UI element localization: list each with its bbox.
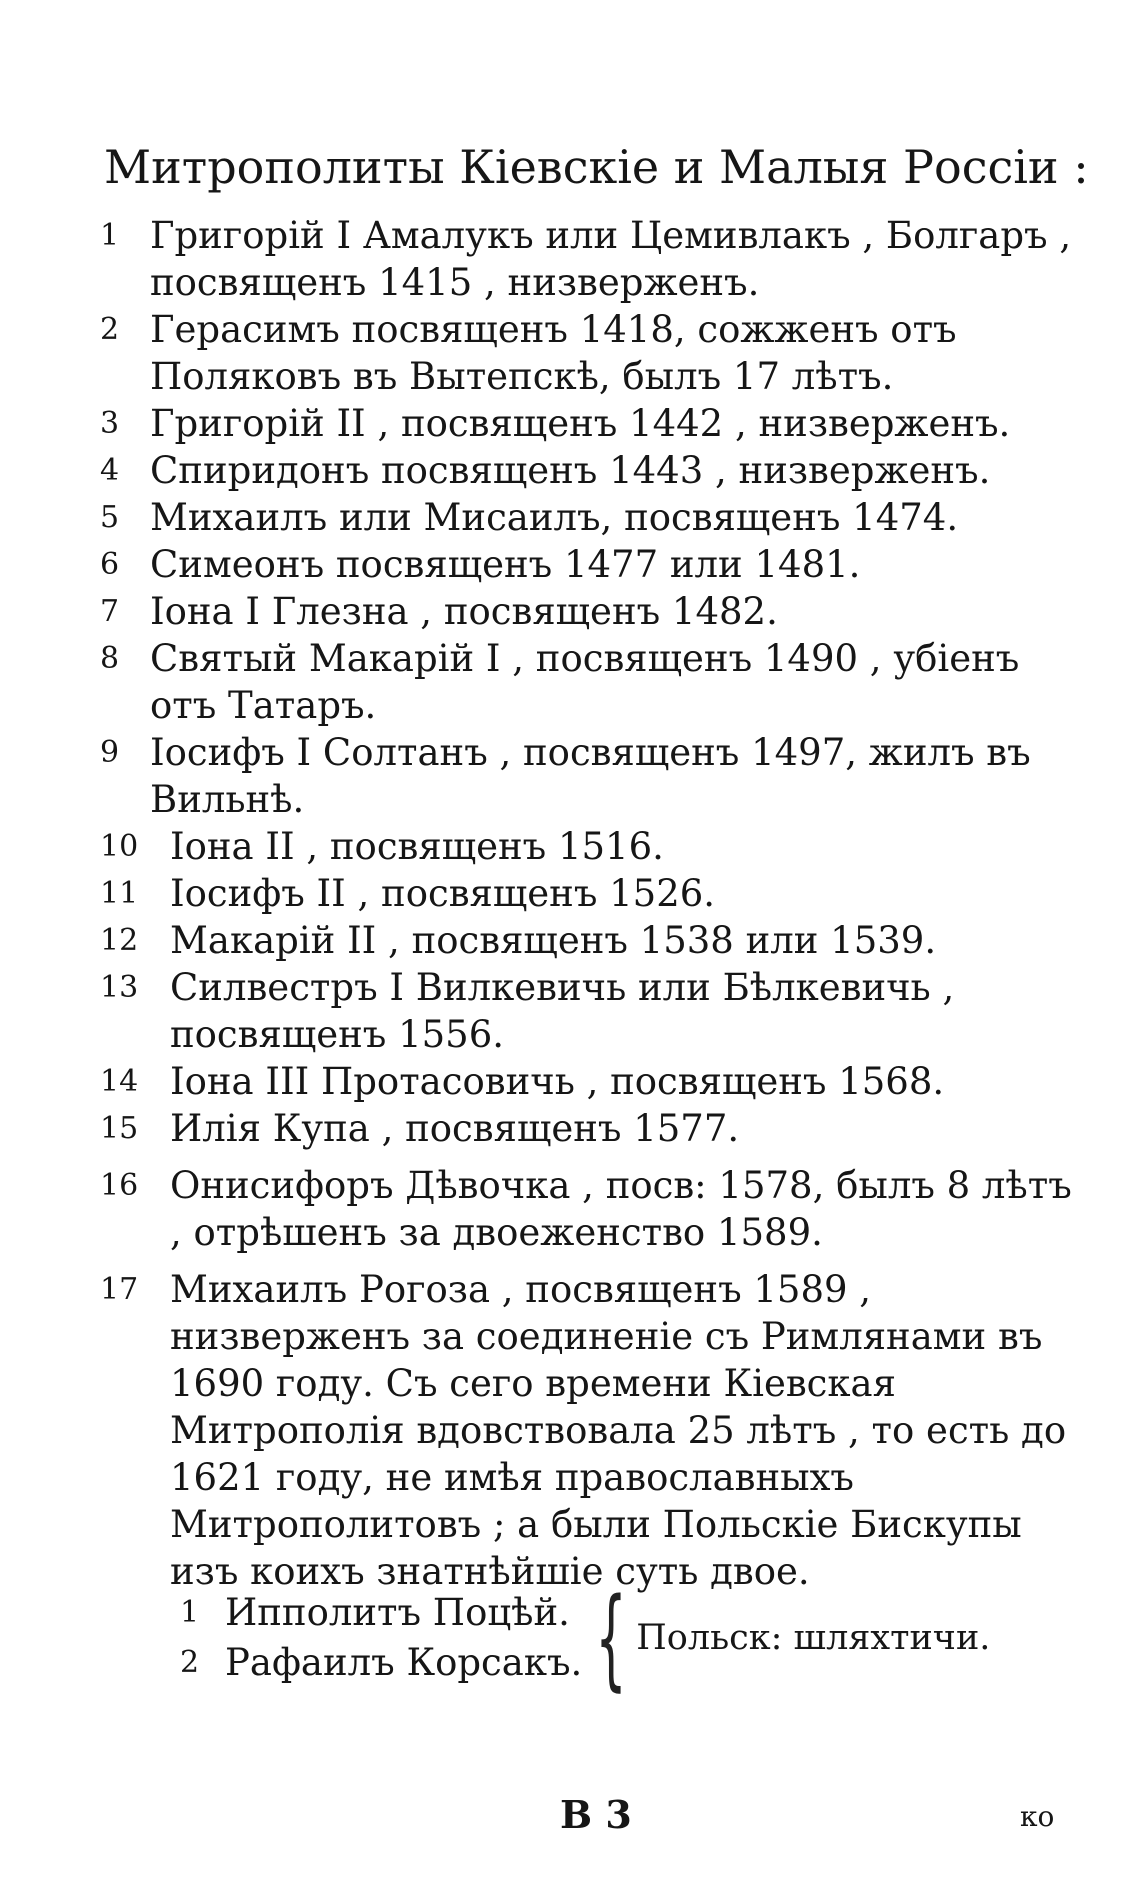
item-text: Силвестръ I Вилкевичь или Бѣлкевичь , посвященъ 1556.: [170, 966, 955, 1056]
list-item: [100, 588, 1080, 635]
item-text: Іосифъ I Солтанъ , посвященъ 1497, жилъ въ Вильнѣ.: [150, 731, 1031, 821]
item-text: Герасимъ посвященъ 1418, сожженъ отъ Поляковъ въ Вытепскѣ, былъ 17 лѣтъ.: [150, 308, 957, 398]
item-text: Михаилъ или Мисаилъ, посвященъ 1474.: [150, 496, 959, 539]
item-number: 4: [100, 453, 120, 488]
item-text: Онисифоръ Дѣвочка , посв: 1578, былъ 8 лѣтъ , отрѣшенъ за двоеженство 1589.: [170, 1164, 1072, 1254]
item-text: Григорій I Амалукъ или Цемивлакъ , Болгаръ , посвященъ 1415 , низверженъ.: [150, 214, 1072, 304]
item-text: Макарій II , посвященъ 1538 или 1539.: [170, 919, 937, 962]
item-number: 9: [100, 735, 120, 770]
item-number: 2: [100, 312, 120, 347]
item-text: Симеонъ посвященъ 1477 или 1481.: [150, 543, 861, 586]
list-item: [100, 1058, 1080, 1105]
list-item: [100, 823, 1080, 870]
list-item: [100, 1105, 1080, 1152]
page-footer: [0, 1792, 1140, 1852]
list-item: [100, 917, 1080, 964]
item-text: Іосифъ II , посвященъ 1526.: [170, 872, 716, 915]
catchword: ко: [1020, 1800, 1055, 1833]
sublist-name: Рафаилъ Корсакъ.: [225, 1641, 583, 1684]
list-item: [100, 870, 1080, 917]
list-item: [100, 306, 1080, 400]
list-item: [100, 212, 1080, 306]
item-text: Илія Купа , посвященъ 1577.: [170, 1107, 740, 1150]
item-number: 11: [100, 876, 139, 911]
item-text: Спиридонъ посвященъ 1443 , низверженъ.: [150, 449, 991, 492]
page-heading: Митрополиты Кіевскіе и Малыя Россіи :: [104, 140, 1089, 194]
list-item: [100, 635, 1080, 729]
item-number: 5: [100, 500, 120, 535]
item-number: 1: [100, 218, 120, 253]
sublist-item: [180, 1588, 582, 1638]
bishops-sublist: [180, 1574, 1080, 1702]
sublist-names: [180, 1588, 582, 1688]
metropolitans-list: [100, 212, 1080, 1595]
curly-brace: {: [595, 1574, 627, 1702]
item-number: 16: [100, 1168, 139, 1203]
list-item: [100, 729, 1080, 823]
item-text: Михаилъ Рогоза , посвященъ 1589 , низверженъ за соединеніе съ Римлянами въ 1690 году. Съ сего времени Кіевская Митрополія вдовствовала 25 лѣтъ , то есть до 1621 году, не имѣя православныхъ Митрополитовъ ; а были Польскіе Бискупы изъ коихъ знатнѣйшіе суть двое.: [170, 1268, 1067, 1593]
item-number: 17: [100, 1272, 139, 1307]
sublist-item: [180, 1638, 582, 1688]
item-number: 15: [100, 1111, 139, 1146]
sublist-number: 1: [180, 1595, 200, 1630]
signature-mark: В 3: [560, 1792, 632, 1837]
item-text: Григорій II , посвященъ 1442 , низверженъ.: [150, 402, 1011, 445]
sublist-note: Польск: шляхтичи.: [636, 1618, 991, 1658]
item-number: 6: [100, 547, 120, 582]
list-item: [100, 400, 1080, 447]
item-text: Святый Макарій I , посвященъ 1490 , убіенъ отъ Татаръ.: [150, 637, 1020, 727]
item-text: Іона II , посвященъ 1516.: [170, 825, 664, 868]
item-text: Іона III Протасовичь , посвященъ 1568.: [170, 1060, 945, 1103]
list-item: [100, 1162, 1080, 1256]
list-item: [100, 541, 1080, 588]
sublist-name: Ипполитъ Поцѣй.: [225, 1591, 570, 1634]
list-item: [100, 1266, 1080, 1595]
sublist-number: 2: [180, 1645, 200, 1680]
item-number: 10: [100, 829, 139, 864]
list-item: [100, 447, 1080, 494]
item-number: 8: [100, 641, 120, 676]
item-number: 12: [100, 923, 139, 958]
item-text: Іона I Глезна , посвященъ 1482.: [150, 590, 778, 633]
item-number: 14: [100, 1064, 139, 1099]
list-item: [100, 964, 1080, 1058]
item-number: 3: [100, 406, 120, 441]
list-item: [100, 494, 1080, 541]
item-number: 7: [100, 594, 120, 629]
item-number: 13: [100, 970, 139, 1005]
